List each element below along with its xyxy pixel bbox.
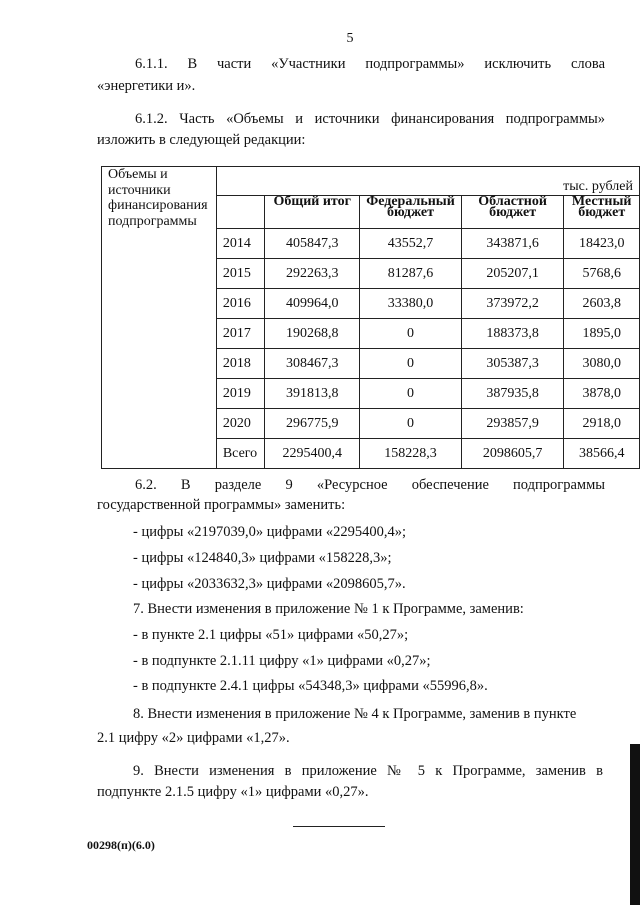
section-8-line-2: 2.1 цифру «2» цифрами «1,27». xyxy=(97,730,290,746)
cell-local: 2918,0 xyxy=(564,409,640,439)
paragraph-6-1-2-line-2: изложить в следующей редакции: xyxy=(97,132,306,148)
cell-year: 2019 xyxy=(216,379,264,409)
cell-local: 3878,0 xyxy=(564,379,640,409)
cell-total: 292263,3 xyxy=(265,259,360,289)
cell-federal: 81287,6 xyxy=(360,259,462,289)
cell-regional: 373972,2 xyxy=(461,289,564,319)
cell-federal: 158228,3 xyxy=(360,439,462,469)
cell-regional: 293857,9 xyxy=(461,409,564,439)
cell-total: 2295400,4 xyxy=(265,439,360,469)
header-regional: Областной бюджет xyxy=(461,196,564,229)
cell-total: 409964,0 xyxy=(265,289,360,319)
cell-regional: 343871,6 xyxy=(461,229,564,259)
list-item: - цифры «2033632,3» цифрами «2098605,7». xyxy=(133,576,406,592)
cell-total: 296775,9 xyxy=(265,409,360,439)
cell-year: Всего xyxy=(216,439,264,469)
section-7-heading: 7. Внести изменения в приложение № 1 к Программе, заменив: xyxy=(133,601,524,617)
cell-total: 391813,8 xyxy=(265,379,360,409)
cell-local: 3080,0 xyxy=(564,349,640,379)
cell-year: 2017 xyxy=(216,319,264,349)
section-9-line-2: подпункте 2.1.5 цифру «1» цифрами «0,27». xyxy=(97,784,369,800)
cell-local: 1895,0 xyxy=(564,319,640,349)
cell-total: 308467,3 xyxy=(265,349,360,379)
section-6-2-line-2: государственной программы» заменить: xyxy=(97,497,346,513)
list-item: - в пункте 2.1 цифры «51» цифрами «50,27»; xyxy=(133,627,409,643)
cell-year: 2018 xyxy=(216,349,264,379)
cell-year: 2014 xyxy=(216,229,264,259)
cell-year: 2015 xyxy=(216,259,264,289)
list-item: - цифры «2197039,0» цифрами «2295400,4»; xyxy=(133,524,407,540)
section-6-2-line-1: 6.2. В разделе 9 «Ресурсное обеспечение подпрограммы xyxy=(135,477,605,493)
cell-local: 18423,0 xyxy=(564,229,640,259)
header-total: Общий итог xyxy=(265,196,360,229)
list-item: - в подпункте 2.4.1 цифры «54348,3» цифрами «55996,8». xyxy=(133,678,488,694)
header-federal: Федеральный бюджет xyxy=(360,196,462,229)
footer-document-code: 00298(п)(6.0) xyxy=(87,838,155,852)
paragraph-6-1-2-line-1: 6.1.2. Часть «Объемы и источники финансирования подпрограммы» xyxy=(135,111,605,127)
cell-federal: 0 xyxy=(360,349,462,379)
cell-year: 2016 xyxy=(216,289,264,319)
section-8-line-1: 8. Внести изменения в приложение № 4 к Программе, заменив в пункте xyxy=(133,706,577,722)
table-unit-label: тыс. рублей xyxy=(216,167,639,196)
financing-table xyxy=(101,166,640,469)
cell-federal: 0 xyxy=(360,319,462,349)
cell-federal: 43552,7 xyxy=(360,229,462,259)
table-row-label: Объемы и источники финансирования подпрограммы xyxy=(102,167,217,469)
cell-local: 38566,4 xyxy=(564,439,640,469)
list-item: - в подпункте 2.1.11 цифру «1» цифрами «0,27»; xyxy=(133,653,431,669)
cell-federal: 0 xyxy=(360,409,462,439)
cell-regional: 387935,8 xyxy=(461,379,564,409)
header-year xyxy=(216,196,264,229)
footer-divider xyxy=(293,826,385,827)
cell-total: 405847,3 xyxy=(265,229,360,259)
cell-regional: 305387,3 xyxy=(461,349,564,379)
section-9-line-1: 9. Внести изменения в приложение № 5 к Программе, заменив в xyxy=(133,763,603,779)
cell-local: 2603,8 xyxy=(564,289,640,319)
cell-regional: 205207,1 xyxy=(461,259,564,289)
cell-total: 190268,8 xyxy=(265,319,360,349)
cell-year: 2020 xyxy=(216,409,264,439)
cell-federal: 33380,0 xyxy=(360,289,462,319)
page-number: 5 xyxy=(346,31,354,46)
cell-local: 5768,6 xyxy=(564,259,640,289)
list-item: - цифры «124840,3» цифрами «158228,3»; xyxy=(133,550,392,566)
cell-regional: 188373,8 xyxy=(461,319,564,349)
scan-edge-mark xyxy=(630,744,640,905)
header-local: Местный бюджет xyxy=(564,196,640,229)
paragraph-6-1-1-line-1: 6.1.1. В части «Участники подпрограммы» исключить слова xyxy=(135,56,605,72)
cell-federal: 0 xyxy=(360,379,462,409)
cell-regional: 2098605,7 xyxy=(461,439,564,469)
paragraph-6-1-1-line-2: «энергетики и». xyxy=(97,78,196,94)
